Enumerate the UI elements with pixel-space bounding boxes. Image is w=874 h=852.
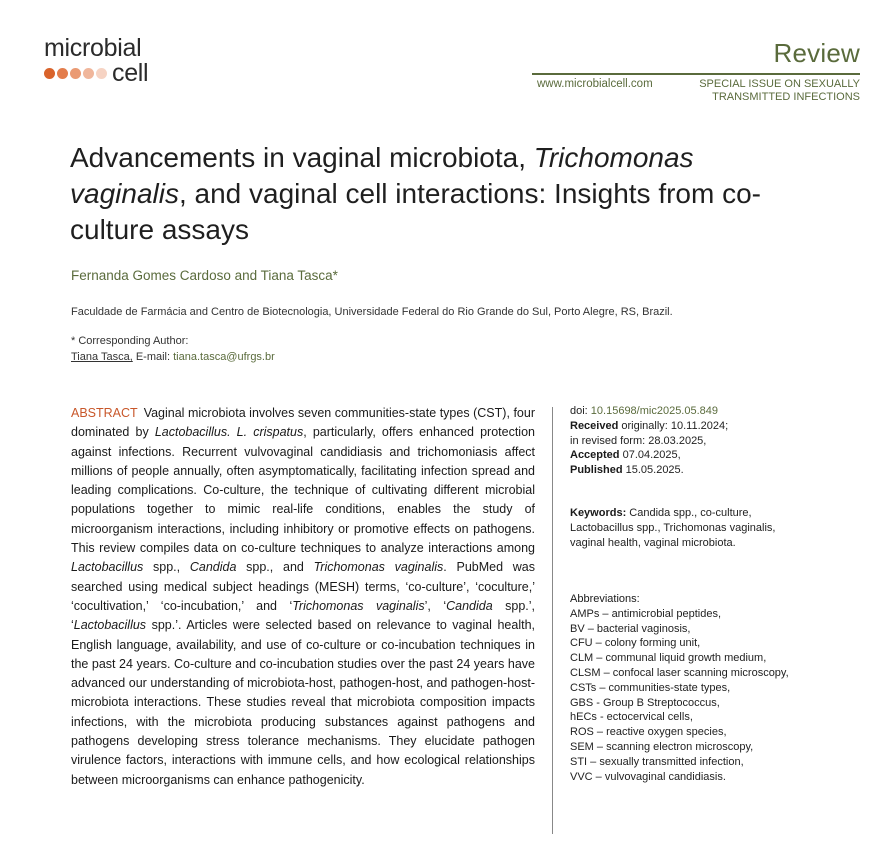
corresponding-author-name: Tiana Tasca, (71, 351, 133, 363)
journal-website-link[interactable]: www.microbialcell.com (537, 78, 653, 90)
logo-dot (83, 68, 94, 79)
paper-title (70, 140, 810, 248)
abbreviation-item: hECs - ectocervical cells, (570, 711, 693, 724)
abstract-italic: Lactobacillus. L. crispatus (154, 425, 304, 440)
abstract-text: spp.’. Articles were selected based on relevance to vaginal health, English language, availability, and use of co-culture or co-incubation techniques in the past 24 years. Co-culture and co-incubation studies over the past 24 years have advanced our understanding of microbiota-host, pathogen-host, and pathogen-host-microbiota interactions. These studies reveal that microbiota composition impacts infections, with the microbiota producing substances against pathogens and pathogens developing stress tolerance mechanisms. They elucidate pathogen virulence factors, interactions with immune cells, and how ecological relationships between microorganisms can enhance pathogenicity. (71, 618, 535, 787)
accepted-date: 07.04.2025, (619, 449, 681, 462)
abbreviations (570, 592, 800, 784)
revised-line: in revised form: 28.03.2025, (570, 434, 707, 447)
abstract-italic: Lactobacillus (73, 618, 147, 633)
author-list: Fernanda Gomes Cardoso and Tiana Tasca* (71, 268, 338, 283)
abbreviation-item: CFU – colony forming unit, (570, 637, 701, 650)
corresponding-author-line (71, 351, 275, 363)
article-type: Review (773, 38, 860, 68)
corresponding-author-label: * Corresponding Author: (71, 335, 189, 347)
abstract-heading: ABSTRACT (71, 406, 138, 420)
received-label: Received (570, 419, 619, 432)
abstract-text: , particularly, offers enhanced protection against infections. Recurrent vulvovaginal candidiasis and trichomoniasis affect millions of people annually, often asymptomatically, facilitating infection spread and leading complications. Co-culture, the technique of cultivating different microbial populations together to mimic real-life conditions, enables the study of microorganism interactions, including inhibitory or promotive effects on pathogens. This review compiles data on co-culture techniques to analyze interactions among (71, 425, 535, 556)
keywords-label: Keywords: (570, 507, 627, 519)
logo-dot (96, 68, 107, 79)
corresponding-email-link[interactable]: tiana.tasca@ufrgs.br (173, 351, 275, 363)
abbreviation-item: AMPs – antimicrobial peptides, (570, 607, 722, 620)
abbreviation-item: VVC – vulvovaginal candidiasis. (570, 770, 726, 783)
logo-dot (44, 68, 55, 79)
title-italic: Trichomonas vaginalis (70, 142, 694, 209)
article-info (570, 404, 800, 478)
abbreviation-item: CLSM – confocal laser scanning microscopy, (570, 666, 789, 679)
published-date: 15.05.2025. (622, 464, 684, 477)
abstract-text: spp.’, ‘ (71, 598, 535, 633)
abbreviation-item: GBS - Group B Streptococcus, (570, 696, 720, 709)
received-line (570, 419, 800, 434)
accepted-line (570, 448, 800, 463)
abbreviation-item: CSTs – communities-state types, (570, 681, 731, 694)
abbreviation-item: BV – bacterial vaginosis, (570, 622, 691, 635)
column-divider (552, 407, 553, 834)
abbreviations-list (570, 607, 800, 785)
abstract (71, 404, 535, 790)
abbreviation-item: CLM – communal liquid growth medium, (570, 652, 767, 665)
journal-logo (44, 36, 148, 85)
abstract-text: . PubMed was searched using medical subject headings (MESH) terms, ‘co-culture’, ‘coculture,’ ‘cocultivation,’ ‘co-incubation,’ and ‘ (71, 560, 536, 613)
logo-word-microbial: microbial (44, 34, 142, 62)
title-text: , and vaginal cell interactions: Insights from co-culture assays (70, 178, 762, 245)
doi-line (570, 404, 800, 419)
abstract-text: ’, ‘ (424, 598, 447, 613)
logo-dot (57, 68, 68, 79)
affiliation: Faculdade de Farmácia and Centro de Biotecnologia, Universidade Federal do Rio Grande do Sul, Porto Alegre, RS, Brazil. (71, 306, 673, 318)
abbreviation-item: ROS – reactive oxygen species, (570, 726, 727, 739)
abstract-italic: Lactobacillus (71, 560, 144, 575)
received-date: originally: 10.11.2024; (618, 419, 729, 432)
abstract-italic: Candida (446, 598, 493, 613)
abstract-text: spp., and (236, 560, 314, 575)
abstract-italic: Trichomonas vaginalis (292, 598, 425, 613)
abstract-text: Vaginal microbiota involves seven communities-state types (CST), four dominated by (71, 406, 535, 440)
email-label: E-mail: (132, 351, 174, 363)
header-divider (532, 73, 860, 75)
logo-dot (70, 68, 81, 79)
keywords-text: Candida spp., co-culture, Lactobacillus spp., Trichomonas vaginalis, vaginal health, vaginal microbiota. (570, 507, 776, 549)
logo-word-cell: cell (112, 59, 149, 87)
abstract-italic: Trichomonas vaginalis (313, 560, 444, 575)
abbreviation-item: STI – sexually transmitted infection, (570, 755, 744, 768)
abstract-text: spp., (143, 560, 190, 575)
doi-link[interactable]: 10.15698/mic2025.05.849 (590, 405, 719, 417)
doi-label: doi: (570, 405, 591, 417)
abbreviations-label: Abbreviations: (570, 593, 640, 605)
published-label: Published (570, 464, 623, 477)
accepted-label: Accepted (570, 449, 620, 462)
special-issue-label: SPECIAL ISSUE ON SEXUALLY TRANSMITTED INFECTIONS (699, 78, 860, 103)
title-text: Advancements in vaginal microbiota, (70, 142, 534, 173)
published-line (570, 463, 800, 478)
keywords (570, 506, 800, 550)
abbreviation-item: SEM – scanning electron microscopy, (570, 740, 754, 753)
abstract-italic: Candida (189, 560, 237, 575)
